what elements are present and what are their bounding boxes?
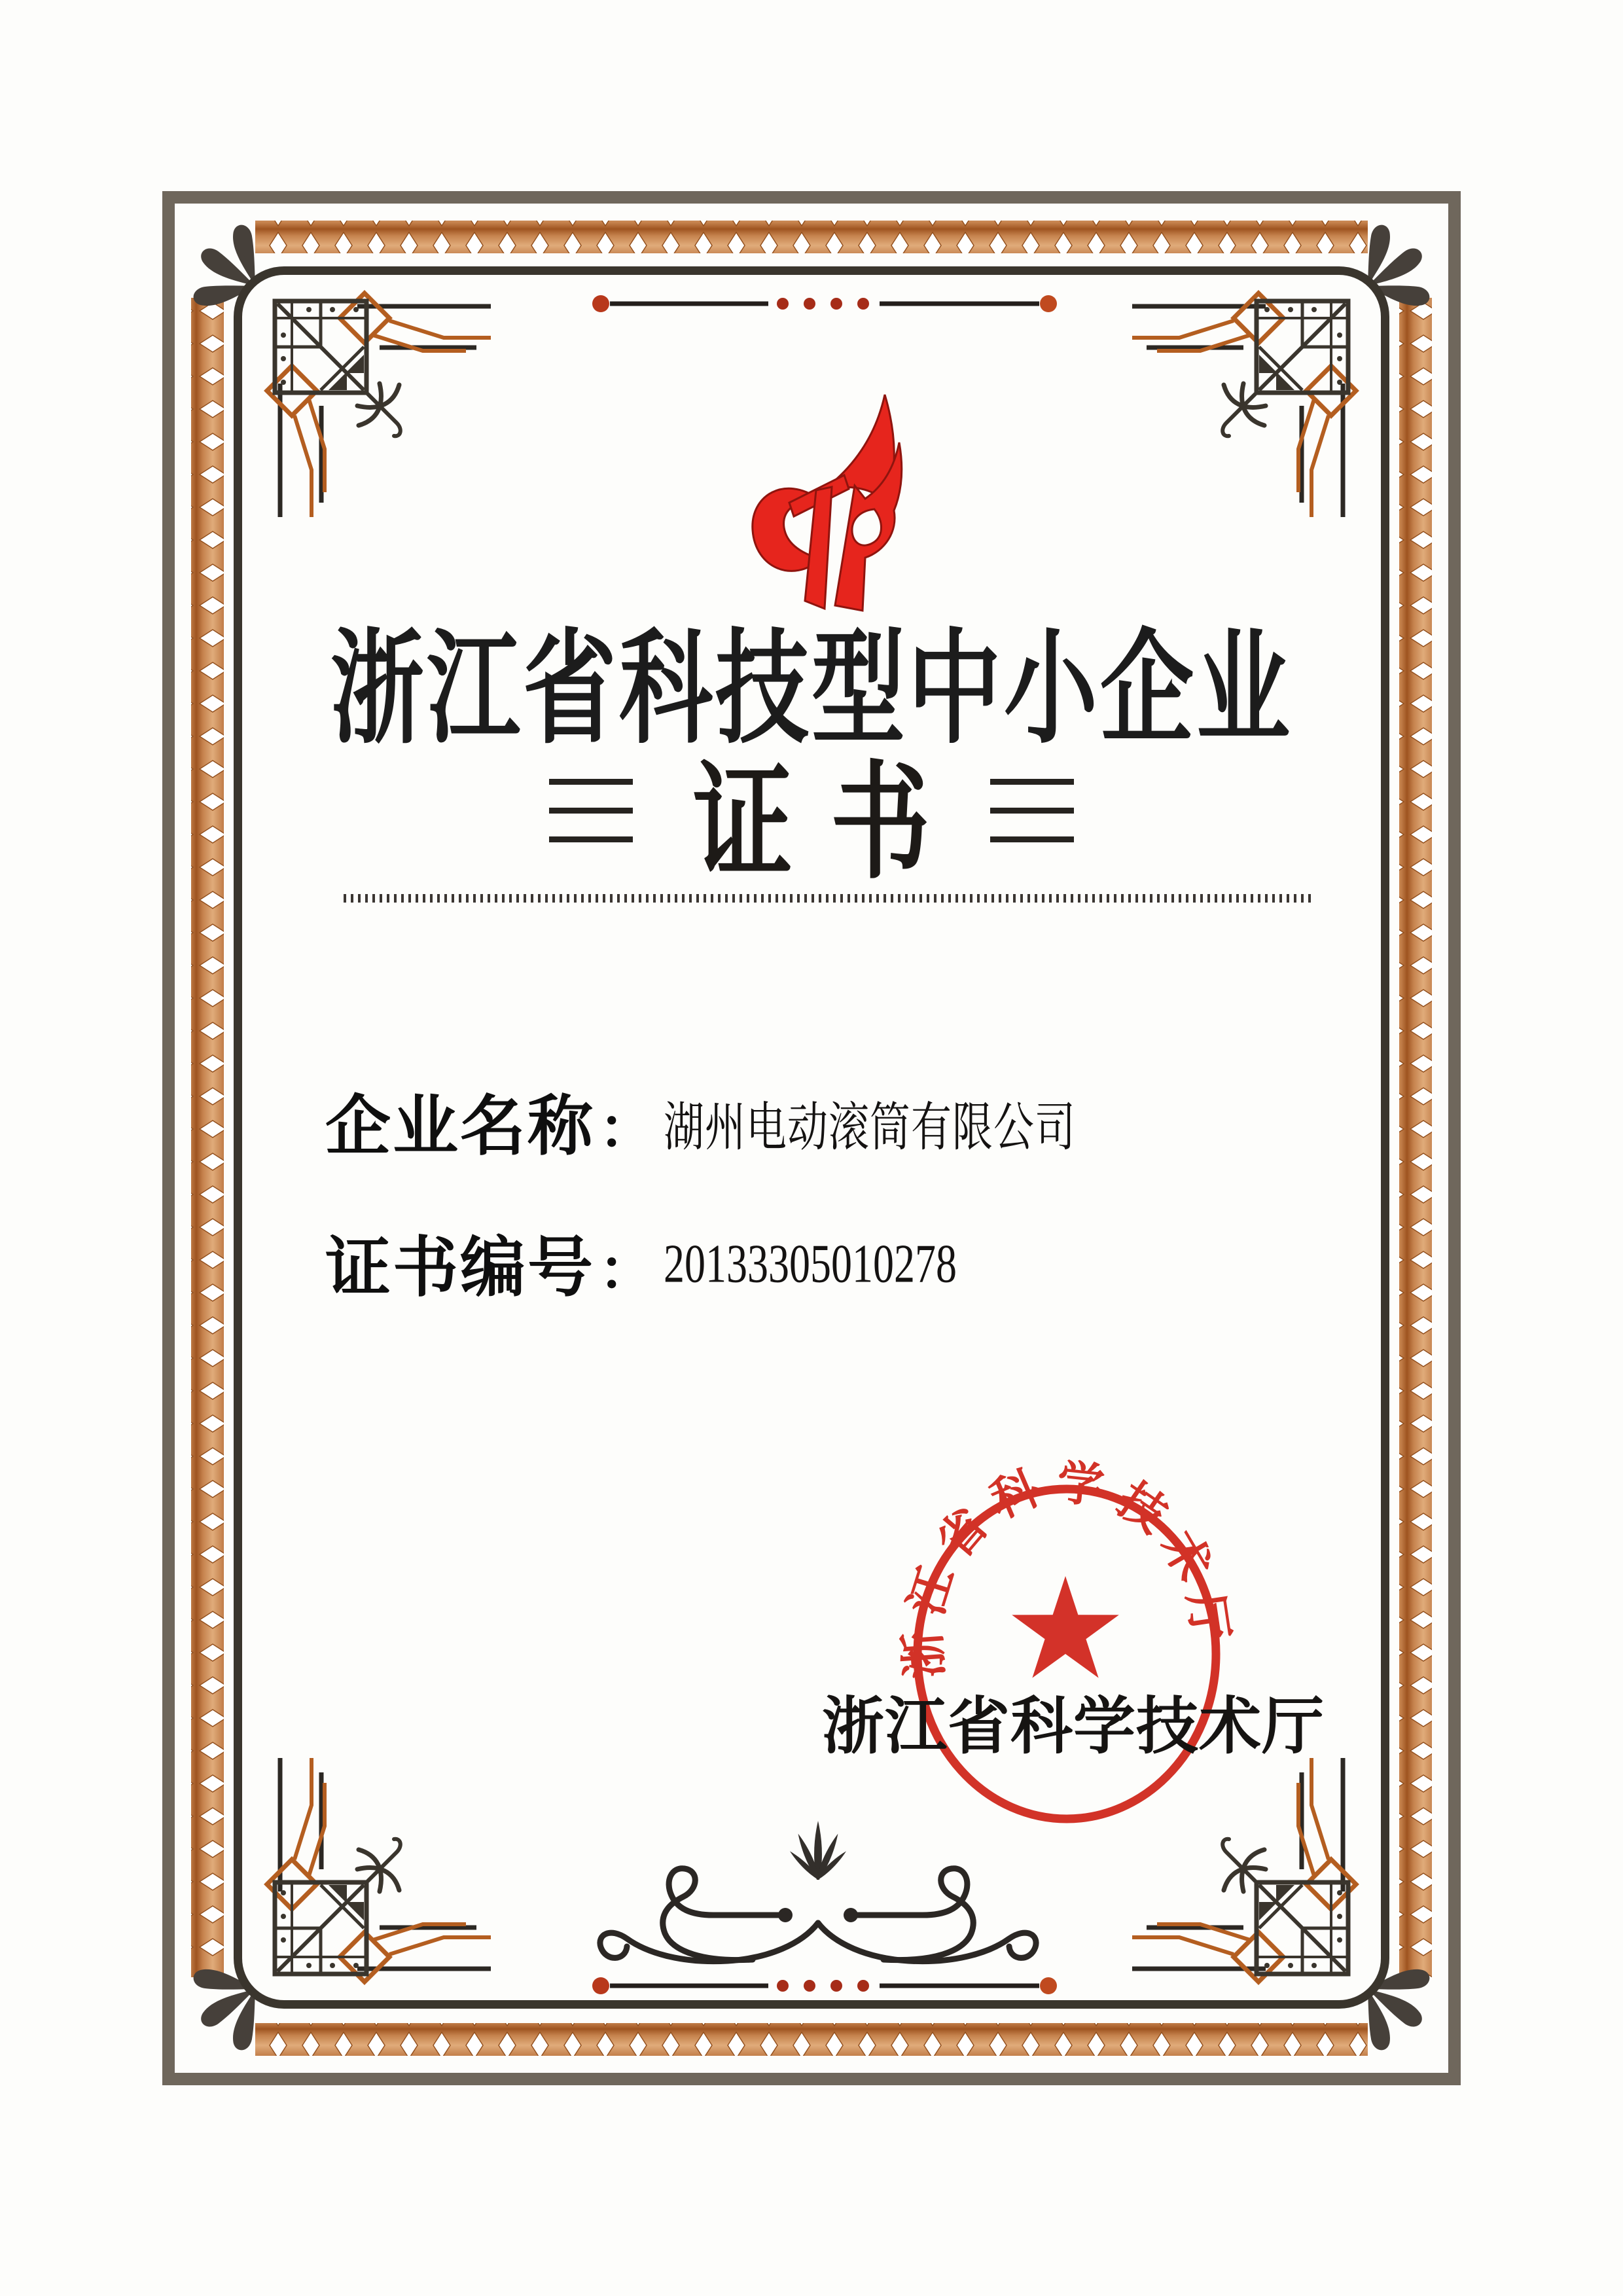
triple-bar-left-icon bbox=[549, 779, 633, 785]
seal-arc-text: 浙江省科学技术厅 bbox=[897, 1456, 1237, 1680]
company-name-row bbox=[325, 1081, 1077, 1163]
company-name-label: 企业名称 bbox=[325, 1090, 595, 1163]
certificate-number-row bbox=[325, 1223, 957, 1304]
flourish-fan-leaves bbox=[788, 1821, 848, 1881]
certificate-subtitle: 证书 bbox=[693, 753, 968, 894]
top-rule-ornament bbox=[592, 295, 1057, 312]
bottom-flourish bbox=[600, 1821, 1036, 1962]
certificate-number-colon: ： bbox=[599, 1240, 655, 1302]
company-name-colon: ： bbox=[599, 1098, 655, 1160]
certificate-number-value: 20133305010278 bbox=[664, 1233, 957, 1294]
ctp-flame-logo-icon bbox=[753, 395, 902, 611]
dotted-divider bbox=[344, 894, 1315, 903]
corner-ornament-bottom-left bbox=[192, 1758, 491, 2053]
corner-ornament-top-left bbox=[192, 223, 491, 517]
corner-ornament-bottom-right bbox=[1132, 1758, 1431, 2053]
triple-bar-right-icon bbox=[990, 779, 1074, 785]
certificate-title: 浙江省科技型中小企业 bbox=[330, 621, 1293, 759]
issuing-authority: 浙江省科学技术厅 bbox=[821, 1692, 1325, 1761]
bottom-rule-ornament bbox=[592, 1977, 1057, 1994]
subtitle-row bbox=[0, 753, 1623, 894]
certificate-number-label: 证书编号 bbox=[325, 1231, 595, 1304]
seal-star-icon bbox=[1012, 1576, 1119, 1678]
corner-ornament-top-right bbox=[1132, 223, 1431, 517]
company-name-value: 湖州电动滚筒有限公司 bbox=[664, 1099, 1077, 1157]
